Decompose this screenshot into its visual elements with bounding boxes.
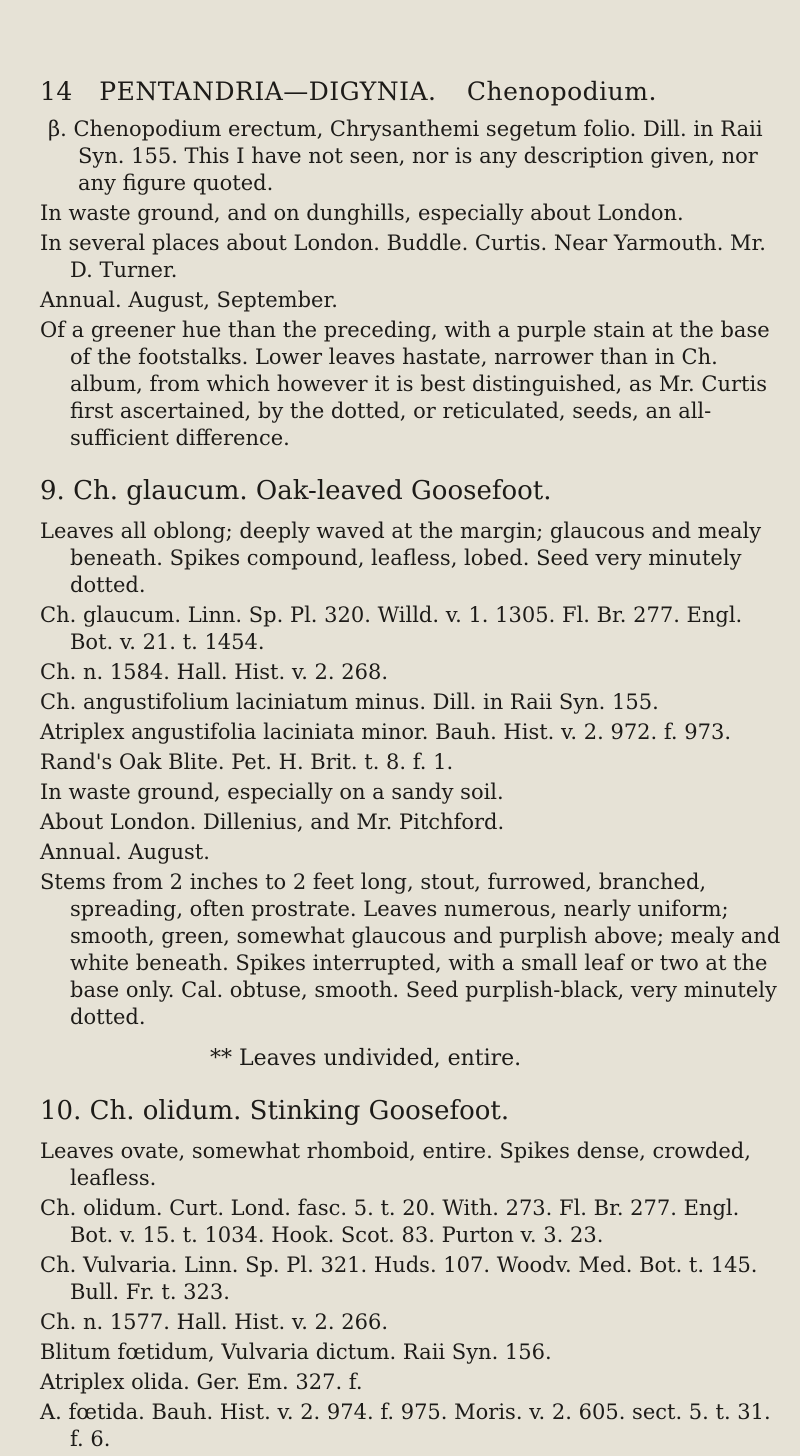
paragraph: Annual. August. xyxy=(40,840,210,864)
paragraph: Ch. angustifolium laciniatum minus. Dill. in Raii Syn. 155. xyxy=(40,690,659,714)
paragraph: About London. Dillenius, and Mr. Pitchford. xyxy=(40,810,505,834)
paragraph: In several places about London. Buddle. Curtis. Near Yarmouth. Mr. D. Turner. xyxy=(40,231,766,282)
running-header xyxy=(40,77,780,106)
paragraph: Stems from 2 inches to 2 feet long, stout, furrowed, branched, spreading, often prostrate. Leaves numerous, nearly uniform; smooth, green, somewhat glaucous and purplish above; mealy and white beneath. Spikes interrupted, with a small leaf or two at the base only. Cal. obtuse, smooth. Seed purplish-black, very minutely dotted. xyxy=(40,870,781,1029)
paragraph: Annual. August, September. xyxy=(40,288,338,312)
paragraph: Ch. n. 1584. Hall. Hist. v. 2. 268. xyxy=(40,660,389,684)
paragraph: Ch. Vulvaria. Linn. Sp. Pl. 321. Huds. 107. Woodv. Med. Bot. t. 145. Bull. Fr. t. 323. xyxy=(40,1253,758,1304)
species-heading: 10. Ch. olidum. Stinking Goosefoot. xyxy=(40,1096,510,1126)
paragraph: β. Chenopodium erectum, Chrysanthemi segetum folio. Dill. in Raii Syn. 155. This I have not seen, nor is any description given, nor any figure quoted. xyxy=(48,117,763,195)
section-heading: ** Leaves undivided, entire. xyxy=(210,1046,522,1071)
paragraph: A. fœtida. Bauh. Hist. v. 2. 974. f. 975. Moris. v. 2. 605. sect. 5. t. 31. f. 6. xyxy=(40,1400,771,1451)
paragraph: Blitum fœtidum, Vulvaria dictum. Raii Syn. 156. xyxy=(40,1340,552,1364)
genus-heading: Chenopodium. xyxy=(466,77,657,106)
paragraph: Ch. n. 1577. Hall. Hist. v. 2. 266. xyxy=(40,1310,389,1334)
paragraph: In waste ground, and on dunghills, especially about London. xyxy=(40,201,684,225)
paragraph: Ch. olidum. Curt. Lond. fasc. 5. t. 20. With. 273. Fl. Br. 277. Engl. Bot. v. 15. t. 1034. Hook. Scot. 83. Purton v. 3. 23. xyxy=(40,1196,740,1247)
paragraph: Atriplex angustifolia laciniata minor. Bauh. Hist. v. 2. 972. f. 973. xyxy=(40,720,732,744)
paragraph: Leaves all oblong; deeply waved at the margin; glaucous and mealy beneath. Spikes compound, leafless, lobed. Seed very minutely dotted. xyxy=(40,519,762,597)
page-number: 14 xyxy=(40,77,73,106)
paragraph: Leaves ovate, somewhat rhomboid, entire. Spikes dense, crowded, leafless. xyxy=(40,1139,751,1190)
paragraph: Atriplex olida. Ger. Em. 327. f. xyxy=(40,1370,363,1394)
paragraph: In waste ground, especially on a sandy soil. xyxy=(40,780,504,804)
paragraph: Rand's Oak Blite. Pet. H. Brit. t. 8. f. 1. xyxy=(40,750,454,774)
paragraph: Ch. glaucum. Linn. Sp. Pl. 320. Willd. v. 1. 1305. Fl. Br. 277. Engl. Bot. v. 21. t. 1454. xyxy=(40,603,743,654)
class-heading: PENTANDRIA—DIGYNIA. xyxy=(99,77,437,106)
page-body xyxy=(40,116,785,1456)
species-heading: 9. Ch. glaucum. Oak-leaved Goosefoot. xyxy=(40,476,552,506)
paragraph: Of a greener hue than the preceding, with a purple stain at the base of the footstalks. Lower leaves hastate, narrower than in Ch. album, from which however it is best distinguished, as Mr. Curtis first ascertained, by the dotted, or reticulated, seeds, an all-sufficient difference. xyxy=(40,318,770,450)
